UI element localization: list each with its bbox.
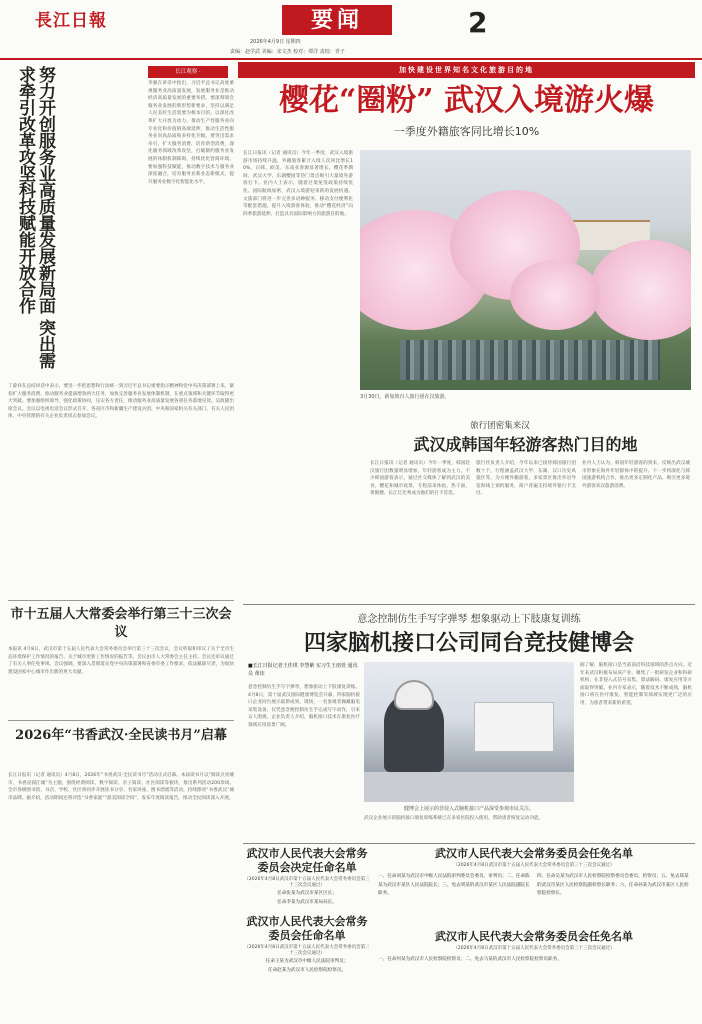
editor-credits: 责编：赵学武 美编：宋文杰 校对：谭洋 责校：青子 (230, 49, 345, 55)
divider (8, 720, 234, 721)
left-feature-headline (15, 66, 131, 376)
notice-line: 任命赵某为武汉市人民检察院检察员。 (267, 968, 347, 973)
appointment-notice-1 (243, 847, 371, 1007)
tourist-group (400, 340, 660, 380)
divider (243, 843, 695, 844)
brain-story-body-2: 武汉企业展示的脑机接口康复训练系统已在多家医院投入使用，帮助患者恢复运动功能。 (364, 816, 544, 821)
korea-story-kicker: 旅行团密集来汉 (470, 421, 530, 431)
left-feature-kicker: 长江观察 · (148, 66, 228, 78)
notice-subtitle: （2026年4月8日武汉市第十五届人民代表大会常务委员会第三十三次会议通过） (244, 877, 370, 888)
main-headline: 樱花“圈粉” 武汉入境游火爆 (279, 83, 654, 118)
issue-date: 2026年4月9日 星期四 (250, 39, 301, 45)
left-feature-body: 李强在讲话中指出，习近平总书记高度重视服务业高质量发展，发展服务业是推动经济高质量发展的重要举措。要深刻领会服务业发展的新形势新要求，坚持以满足人民美好生活需要为根本目的，以深化改革扩大开放为动力，推动生产性服务业向专业化和价值链高端延伸，推动生活性服务业向高品质和多样化升级。要突出需求牵引，扩大服务消费，培育新型消费，深化服务领域改革攻坚，打破制约服务业发展的体制机制障碍，持续优化营商环境。要加强科技赋能，推动数字技术与服务业深度融合，培育服务业新业态新模式，提升服务业数字化智能化水平。 (148, 81, 234, 185)
page-number: 2 (468, 6, 488, 39)
korea-story-column: 旅行社负责人介绍，今年以来已接待韩国旅行团数十个，行程涵盖武汉大学、东湖、汉口历史风貌区等。为方便外籍游客，多家景区推出外语导览和线上预约服务，商户普遍支持境外银行卡支付。 (476, 461, 576, 497)
brain-story-headline: 四家脑机接口公司同台竞技健博会 (303, 630, 634, 656)
eeg-headset (394, 680, 434, 710)
notice-column: 一、任命刘某为武汉市中级人民法院审判委员会委员、审判员；二、任命陈某为武汉市某区人民法院院长；三、免去周某的武汉市某区人民法院副院长职务。 (378, 874, 530, 896)
notice-title: 武汉市人民代表大会常务委员会任命名单 (246, 915, 368, 942)
reading-season-headline: 2026年“书香武汉·全民读书月”启幕 (15, 728, 227, 743)
notice-subtitle: （2026年4月8日武汉市第十五届人民代表大会常务委员会第三十三次会议通过） (453, 946, 615, 951)
section-label: 要闻 (282, 5, 392, 35)
notice-line: 任命张某为武汉市某区区长； (277, 891, 337, 896)
appointment-notice-3 (378, 930, 690, 1020)
demo-display (474, 702, 554, 752)
appointment-notice-2 (378, 847, 690, 923)
divider (8, 600, 234, 601)
notice-title: 武汉市人民代表大会常务委员会任免名单 (435, 930, 633, 943)
brain-story-byline: ■长江日报记者王佳琪 李慧紫 实习生王雨萱 通讯员 黄玮 (248, 663, 358, 677)
notice-line: 任命李某为武汉市某局局长。 (277, 900, 337, 905)
cpc-meeting-headline: 市十五届人大常委会举行第三十三次会议 (10, 607, 232, 640)
divider (243, 604, 695, 605)
notice-title: 武汉市人民代表大会常务委员会决定任命名单 (246, 847, 368, 874)
notice-line: 任命王某为武汉市中级人民法院审判员； (265, 959, 349, 964)
korea-story-headline: 武汉成韩国年轻游客热门目的地 (413, 435, 638, 454)
vertical-title: 努力开创服务业高质量发展新局面 突出需求牵引改革攻坚科技赋能开放合作 (15, 66, 55, 369)
brain-story-kicker: 意念控制仿生手写字弹琴 想象驱动上下肢康复训练 (357, 614, 581, 625)
main-subheadline: 一季度外籍旅客同比增长10% (393, 125, 540, 138)
reading-season-body: 长江日报讯（记者 通讯员）4月8日，2026年“书香武汉·全民读书月”活动正式启幕。本届读书月以“阅读点亮城市，书香浸润江城”为主题，围绕经典阅读、数字阅读、亲子阅读、社区阅读等板块，推出系列活动200余场。全市各级图书馆、书店、学校、社区将同步开展读书分享、名家讲座、图书漂流等活动，持续擦亮“书香武汉”城市品牌。据介绍，活动期间还将评选“书香家庭”“最美阅读空间”，发布年度阅读报告，推动全民阅读深入开展。 (8, 773, 234, 801)
left-feature-body-2: 丁薛祥在总结讲话中表示，要进一步把思想和行动统一到习近平总书记重要指示精神和党中央决策部署上来，紧扣扩大服务消费、推动服务业提质增效两大任务，加快完善服务业发展体制机制，在重点领域和关键环节取得更大突破。要加强组织领导，强化政策协同，压实各方责任，推动服务业高质量发展各项任务落地见效。吴政隆出席会议。会议以电视电话会议形式召开，各省区市和新疆生产建设兵团、中央和国家机关有关部门、有关人民团体、中央管理的有关企业负责同志参加会议。 (8, 384, 234, 420)
masthead (0, 0, 702, 60)
notice-subtitle: （2026年4月8日武汉市第十五届人民代表大会常务委员会第三十三次会议通过） (244, 945, 370, 956)
notice-title: 武汉市人民代表大会常务委员会任免名单 (435, 847, 633, 860)
photo-caption: 3月30日，新加坡百人旅行团在汉旅游。 (360, 394, 450, 400)
photo-caption: 健博会上展示的非侵入式脑机接口产品深受参观市民关注。 (403, 806, 534, 812)
exhibit-table (364, 772, 574, 802)
main-story-body: 长江日报讯（记者 通讯员）今年一季度，武汉入境旅游市场持续升温，外籍旅客累计入境人次同比增长10%，日韩、欧美、东南亚客源显著增长。樱花季期间，武汉大学、东湖樱园等热门景点吸引大量境外游客打卡。业内人士表示，随着过境免签政策持续优化、国际航线加密，武汉入境游迎来新的发展机遇。文旅部门将进一步完善多语种服务、移动支付便利化等配套措施，提升入境游客体验，推动“樱花经济”向四季旅游延伸，打造具有国际影响力的旅游目的地。 (243, 151, 353, 217)
notice-column: 一、任命何某为武汉市人民检察院检察员；二、免去马某的武汉市人民检察院检察员职务。 (378, 957, 562, 962)
cherry-blossom-photo (360, 150, 691, 390)
cpc-meeting-body: 本报讯 4月8日，武汉市第十五届人民代表大会常务委员会举行第三十三次会议，会议听取和审议了关于全市生态环境保护工作情况的报告、关于城市更新工作情况的报告等。会议由市人大常委会主任主持。会议还审议通过了有关人事任免事项。会议强调，要深入贯彻落实党中央决策部署和省委市委工作要求，依法履职尽责，为加快建设国家中心城市作出新的更大贡献。 (8, 647, 234, 675)
korea-story-column: 长江日报讯（记者 通讯员）今年一季度，韩国赴汉旅行团数量明显增加，年轻游客成为主力。不少韩国游客表示，通过社交媒体了解到武汉的美食、樱花和城市夜景，专程前来体验。热干面、黄鹤楼、长江灯光秀成为他们的打卡首选。 (370, 461, 470, 497)
notice-subtitle: （2026年4月8日武汉市第十五届人民代表大会常务委员会第三十三次会议通过） (453, 863, 615, 868)
newspaper-logo: 長江日報 (35, 11, 107, 31)
korea-story-column: 业内人士认为，韩国年轻游客的到来，反映出武汉城市形象在海外年轻群体中的提升。下一步将深化与韩国旅游机构合作，推出更多定制化产品，吸引更多境外游客来汉旅游消费。 (582, 461, 690, 489)
brain-story-body-3: 据了解，脑机接口是当前前沿科技领域的热点方向。近年来武汉积极布局该产业，聚集了一批研发企业和科研机构，在非侵入式信号采集、算法解码、康复应用等方面取得突破。业内专家表示，随着技术不断成熟，脑机接口将在医疗康复、智能控制等领域实现更广泛的应用，为患者带来新的希望。 (580, 663, 692, 706)
brain-interface-photo (364, 662, 574, 802)
blossom-tree (510, 260, 600, 330)
blossom-tree (590, 240, 691, 340)
topic-banner: 加快建设世界知名文化旅游目的地 (238, 62, 695, 78)
brain-story-body: 意念控制仿生手写字弹琴，想象驱动上下肢康复训练。4月8日，第十届武汉国际健康博览会开幕，四家脑机接口企业同台展示最新成果。现场，一名参观者佩戴脑电采集设备，仅凭意念便控制仿生手完成写字动作，引来众人围观。企业负责人介绍，脑机接口技术在康复医疗领域应用前景广阔。 (248, 685, 360, 728)
notice-column: 四、任命吴某为武汉市人民检察院检察委员会委员、检察员；五、免去郑某的武汉市某区人民检察院副检察长职务；六、任命孙某为武汉市某区人民检察院检察长。 (537, 874, 689, 896)
